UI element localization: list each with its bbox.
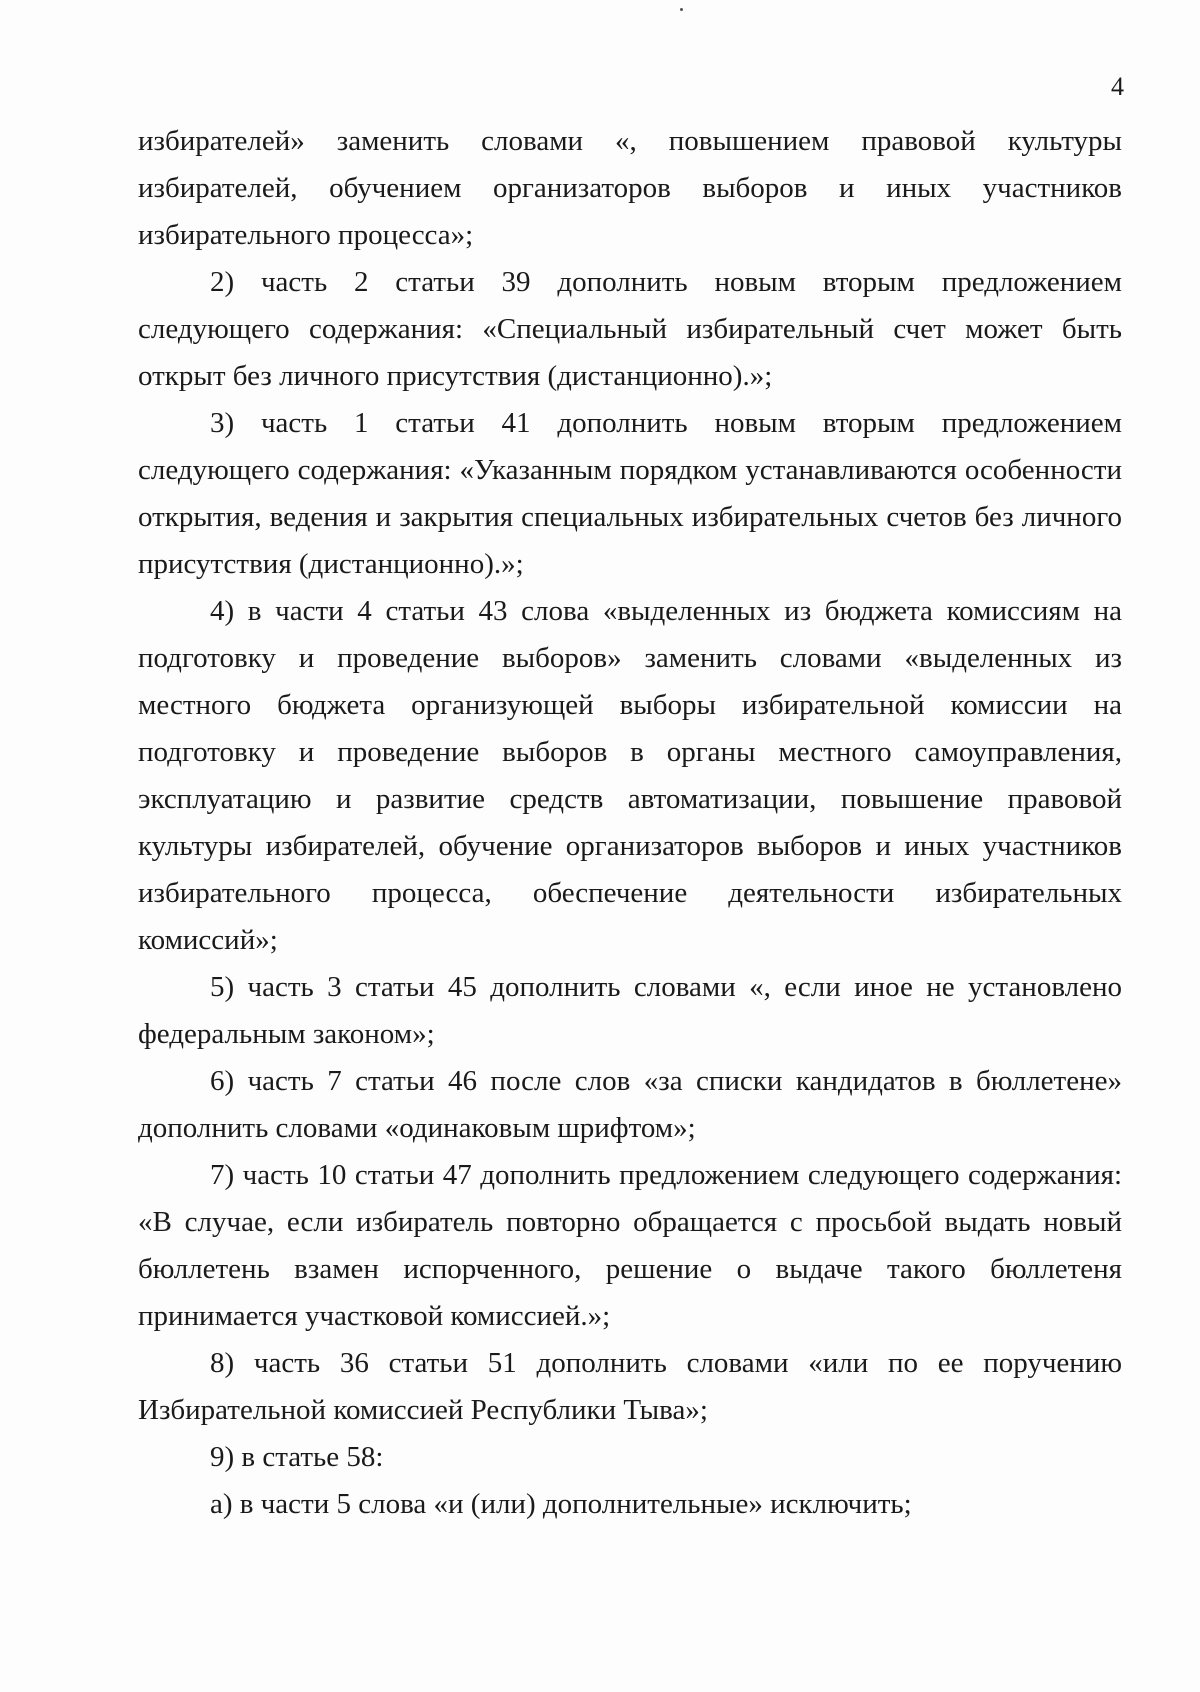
paragraph-item-9a: а) в части 5 слова «и (или) дополнительные» исключить; (210, 1488, 912, 1520)
paragraph-item-3: 3) часть 1 статьи 41 дополнить новым вторым предложением следующего содержания: «Указанным порядком устанавливаются особенности открытия, ведения и закрытия специальных избирательных счетов без личного присутствия (дистанционно).»; (138, 407, 1122, 580)
paragraph-item-7: 7) часть 10 статьи 47 дополнить предложением следующего содержания: «В случае, если избиратель повторно обращается с просьбой выдать новый бюллетень взамен испорченного, решение о выдаче такого бюллетеня принимается участковой комиссией.»; (138, 1159, 1122, 1332)
paragraph-item-2: 2) часть 2 статьи 39 дополнить новым вторым предложением следующего содержания: «Специальный избирательный счет может быть открыт без личного присутствия (дистанционно).»; (138, 266, 1122, 392)
paragraph-continuation: избирателей» заменить словами «, повышением правовой культуры избирателей, обучением организаторов выборов и иных участников избирательного процесса»; (138, 125, 1122, 251)
paragraph-item-8: 8) часть 36 статьи 51 дополнить словами «или по ее поручению Избирательной комиссией Республики Тыва»; (138, 1347, 1122, 1426)
paragraph-item-5: 5) часть 3 статьи 45 дополнить словами «, если иное не установлено федеральным законом»; (138, 971, 1122, 1050)
page-number: 4 (1111, 72, 1124, 101)
paragraph-item-9: 9) в статье 58: (210, 1441, 384, 1473)
scan-artifact (680, 8, 683, 11)
paragraph-item-4: 4) в части 4 статьи 43 слова «выделенных из бюджета комиссиям на подготовку и проведение выборов» заменить словами «выделенных из местного бюджета организующей выборы избирательной комиссии на подготовку и проведение выборов в органы местного самоуправления, эксплуатацию и развитие средств автоматизации, повышение правовой культуры избирателей, обучение организаторов выборов и иных участников избирательного процесса, обеспечение деятельности избирательных комиссий»; (138, 595, 1122, 956)
document-body (138, 118, 1122, 1528)
paragraph-item-6: 6) часть 7 статьи 46 после слов «за списки кандидатов в бюллетене» дополнить словами «одинаковым шрифтом»; (138, 1065, 1122, 1144)
